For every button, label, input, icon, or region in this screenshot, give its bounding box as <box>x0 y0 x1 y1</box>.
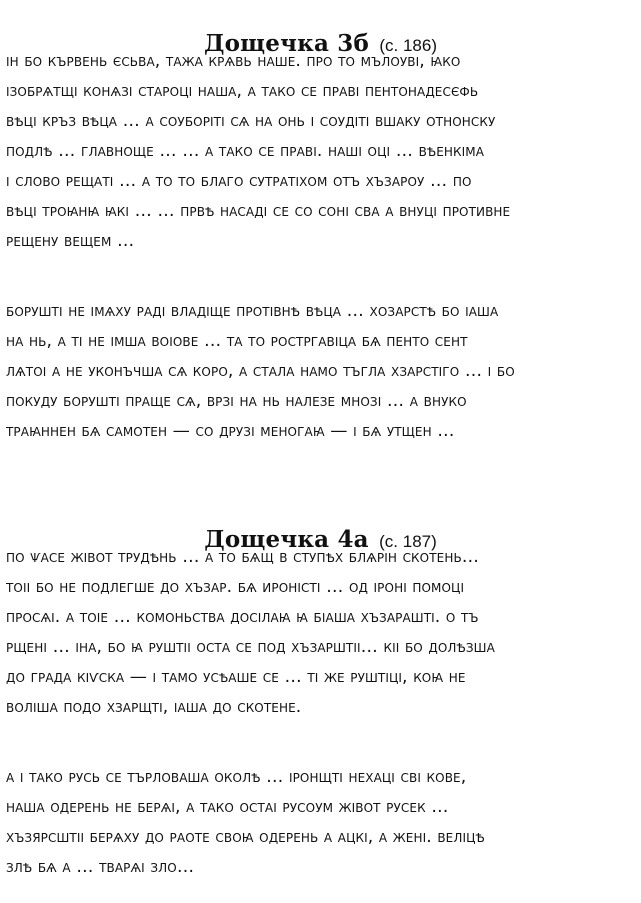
text-line: покуду борушті праще сѧ, врзі на нь налезе мнозі … а внуко <box>6 391 467 411</box>
paragraph <box>6 542 629 722</box>
text-line: на нь, а ті не імша воіове … та то ростргавіца бѧ пенто сент <box>6 331 468 351</box>
text-line: ін бо кървень єсьва, тажа крѧвь наше. про то мълоуві, ꙗко <box>6 51 461 71</box>
text-line: лѧтоі а не уконъчша сѧ коро, а стала намо тъгла хзарстіго … і бо <box>6 361 515 381</box>
text-line: вѣці кръз вѣца … а соуборіті сѧ на онь і соудіті вшаку отнонску <box>6 111 496 131</box>
text-line: вѣці троꙗнꙗ ꙗкі … … првѣ насаді се со соні сва а внуці противне <box>6 201 511 221</box>
text-line: хъзярсштіі берѧху до раоте своꙗ одерень а ацкі, а жені. веліцѣ <box>6 827 485 847</box>
text-line: борушті не імѧху раді владіще протівнѣ вѣца … хозарстѣ бо іаша <box>6 301 499 321</box>
paragraph <box>6 762 629 882</box>
text-line: до града кіѵска — і тамо усѣаше се … ті же руштіці, коꙗ не <box>6 667 466 687</box>
page-reference: (с. 186) <box>379 35 437 55</box>
text-line: наша одерень не берѧі, а тако остаі русоум жівот русек … <box>6 797 449 817</box>
text-line: ізобрѧтщі конѧзі староці наша, а тако се праві пентонадесєфь <box>6 81 479 101</box>
text-line: і слово рещаті … а то то благо сутратіхом отъ хъзароу … по <box>6 171 472 191</box>
text-line: подлѣ … главноще … … а тако се праві. наші оці … вѣенкіма <box>6 141 485 161</box>
text-line: тоіі бо не подлегше до хъзар. бѧ ироністі … од іроні помоці <box>6 577 465 597</box>
text-line: просѧі. а тоіе … комоньства досілаꙗ ꙗ біаша хъзарашті. о тъ <box>6 607 479 627</box>
text-line: воліша подо хзарщті, іаша до скотене. <box>6 697 302 717</box>
text-line: по ѱасе жівот трудѣнь … а то бѧщ в ступѣх блѧрін скотень… <box>6 547 480 567</box>
page-reference: (с. 187) <box>379 531 437 551</box>
text-line: рщені … іна, бо ꙗ руштіі оста се под хъзарштіі… кіі бо долѣзша <box>6 637 495 657</box>
section-title: Дощечка 3б <box>203 29 369 57</box>
text-line: рещену вещем … <box>6 231 135 251</box>
section-title: Дощечка 4а <box>204 525 369 553</box>
paragraph <box>6 46 629 256</box>
text-line: а і тако русь се търловаша околѣ … іронщті нехаці сві кове, <box>6 767 467 787</box>
text-line: траꙗннен бѧ самотен — со друзі меногаꙗ — і бѧ утщен … <box>6 421 455 441</box>
text-line: злѣ бѧ а … тварѧі зло… <box>6 857 195 877</box>
paragraph <box>6 296 629 446</box>
